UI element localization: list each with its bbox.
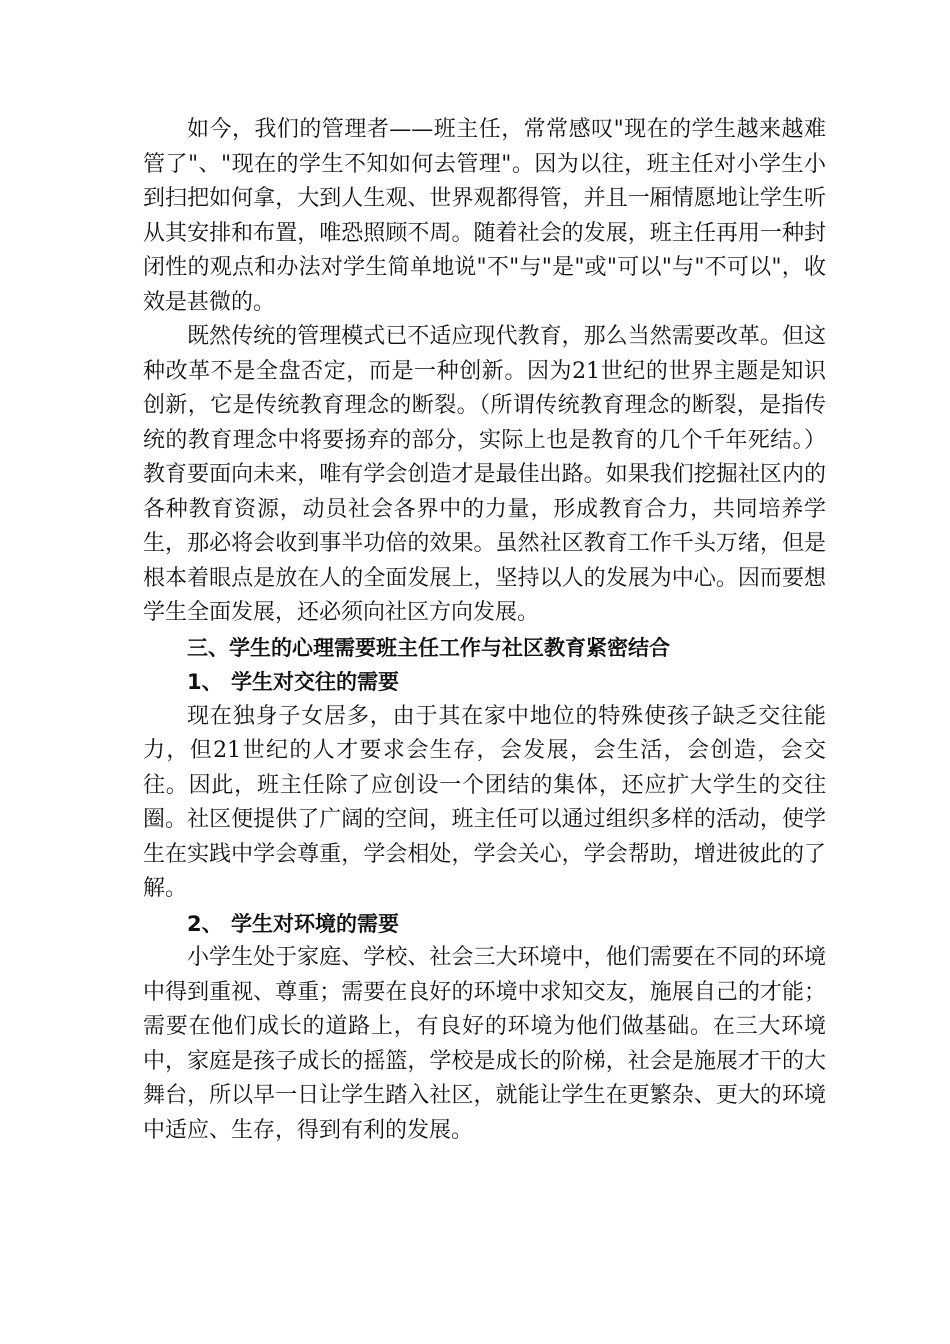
subheading-1 xyxy=(143,665,826,700)
subheading-1-text: 学生对交往的需要 xyxy=(231,670,399,694)
document-body xyxy=(143,113,826,1148)
paragraph-3: 现在独身子女居多，由于其在家中地位的特殊使孩子缺乏交往能力，但21世纪的人才要求会生存，会发展，会生活，会创造，会交往。因此，班主任除了应创设一个团结的集体，还应扩大学生的交往圈。社区便提供了广阔的空间，班主任可以通过组织多样的活动，使学生在实践中学会尊重，学会相处，学会关心，学会帮助，增进彼此的了解。 xyxy=(143,703,826,901)
subheading-2-text: 学生对环境的需要 xyxy=(231,911,399,936)
subheading-1-number: 1、 xyxy=(187,670,223,694)
paragraph-2: 既然传统的管理模式已不适应现代教育，那么当然需要改革。但这种改革不是全盘否定，而是一种创新。因为21世纪的世界主题是知识创新，它是传统教育理念的断裂。（所谓传统教育理念的断裂，是指传统的教育理念中将要扬弃的部分，实际上也是教育的几个千年死结。）教育要面向未来，唯有学会创造才是最佳出路。如果我们挖掘社区内的各种教育资源，动员社会各界中的力量，形成教育合力，共同培养学生，那必将会收到事半功倍的效果。虽然社区教育工作千头万绪，但是根本着眼点是放在人的全面发展上，坚持以人的发展为中心。因而要想学生全面发展，还必须向社区方向发展。 xyxy=(143,324,826,625)
section-heading-3: 三、学生的心理需要班主任工作与社区教育紧密结合 xyxy=(187,635,670,660)
paragraph-1: 如今，我们的管理者——班主任，常常感叹"现在的学生越来越难管了"、"现在的学生不知如何去管理"。因为以往，班主任对小学生小到扫把如何拿，大到人生观、世界观都得管，并且一厢情愿地让学生听从其安排和布置，唯恐照顾不周。随着社会的发展，班主任再用一种封闭性的观点和办法对学生简单地说"不"与"是"或"可以"与"不可以"，收效是甚微的。 xyxy=(143,117,826,315)
paragraph-4: 小学生处于家庭、学校、社会三大环境中，他们需要在不同的环境中得到重视、尊重；需要在良好的环境中求知交友，施展自己的才能；需要在他们成长的道路上，有良好的环境为他们做基础。在三大环境中，家庭是孩子成长的摇篮，学校是成长的阶梯，社会是施展才干的大舞台，所以早一日让学生踏入社区，就能让学生在更繁杂、更大的环境中适应、生存，得到有利的发展。 xyxy=(143,945,826,1143)
subheading-2-number: 2、 xyxy=(187,911,223,936)
subheading-2 xyxy=(143,907,826,942)
